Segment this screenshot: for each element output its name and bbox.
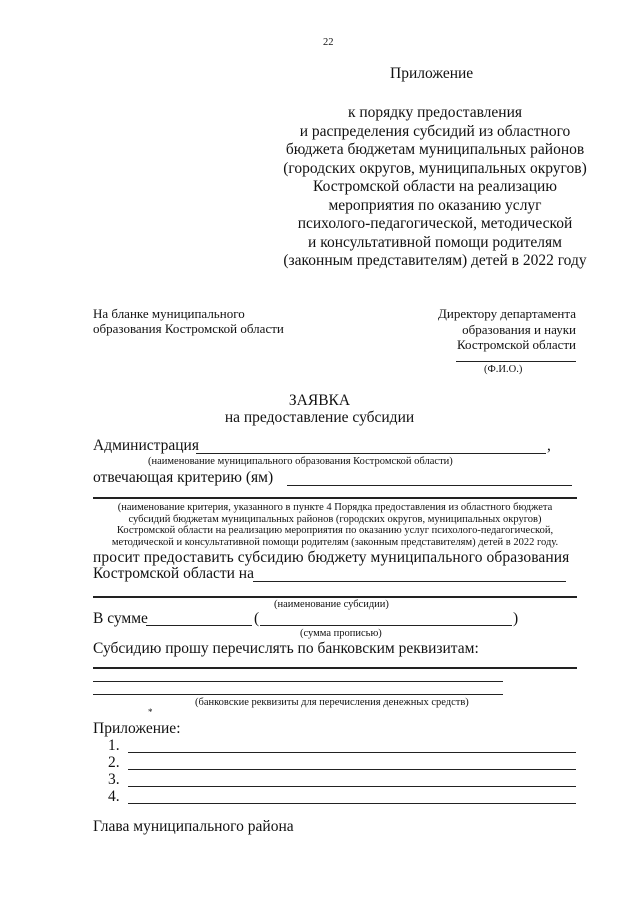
criterion-caption-line: субсидий бюджетам муниципальных районов (городских округов, муниципальных округов) <box>128 513 542 525</box>
criterion-field[interactable] <box>287 485 572 486</box>
sum-label: В сумме <box>93 610 148 627</box>
criterion-caption-line: методической и консультативной помощи родителям (законным представителям) детей в 2022 году. <box>111 536 559 548</box>
request-line-2: Костромской области на <box>93 565 254 582</box>
letterhead-right-line: Костромской области <box>456 337 576 352</box>
bank-field-line-1[interactable] <box>93 667 577 669</box>
letterhead-left-line: На бланке муниципального <box>93 306 245 321</box>
subsidy-caption: (наименование субсидии) <box>274 599 389 610</box>
fio-line[interactable] <box>456 361 576 362</box>
fio-caption: (Ф.И.О.) <box>484 364 523 375</box>
appendix-line: психолого-педагогической, методической <box>297 215 573 232</box>
appendix-item-field[interactable] <box>128 769 576 770</box>
appendix-item-field[interactable] <box>128 786 576 787</box>
appendix-line: мероприятия по оказанию услуг <box>328 196 542 214</box>
sum-close-paren: ) <box>513 610 519 627</box>
sum-words-field[interactable] <box>260 625 512 626</box>
page-number: 22 <box>323 37 334 48</box>
letterhead-left <box>93 306 284 336</box>
bank-label: Субсидию прошу перечислять по банковским реквизитам: <box>93 640 479 657</box>
appendix-line: к порядку предоставления <box>347 104 523 121</box>
bank-caption: (банковские реквизиты для перечисления денежных средств) <box>195 697 469 708</box>
request-line-1: просит предоставить субсидию бюджету муниципального образования <box>93 549 570 566</box>
appendix-item-number: 3. <box>108 771 120 788</box>
appendix-item-number: 1. <box>108 737 120 754</box>
letterhead-right-line: образования и науки <box>462 321 576 337</box>
administration-label: Администрация <box>93 437 199 454</box>
criterion-label: отвечающая критерию (ям) <box>93 469 274 486</box>
head-signature-label: Глава муниципального района <box>93 818 294 835</box>
letterhead-left-line: образования Костромской области <box>93 321 284 336</box>
criterion-caption-line: (наименование критерия, указанного в пункте 4 Порядка предоставления из областного бюджета <box>117 502 553 513</box>
administration-caption: (наименование муниципального образования Костромской области) <box>148 456 453 467</box>
letterhead-right <box>380 306 576 353</box>
appendix-lines <box>260 104 610 271</box>
appendix-line: (городских округов, муниципальных округов) <box>283 159 587 177</box>
criterion-caption <box>85 502 585 548</box>
subsidy-field[interactable] <box>253 581 566 582</box>
bank-field-line-2[interactable] <box>93 681 503 682</box>
appendix-item-number: 2. <box>108 754 120 771</box>
subsidy-field-line-2[interactable] <box>93 596 577 598</box>
appendix-list-label: Приложение: <box>93 720 181 737</box>
request-title: ЗАЯВКА <box>288 392 351 409</box>
administration-comma: , <box>547 437 551 454</box>
appendix-line: Костромской области на реализацию <box>313 178 557 195</box>
appendix-line: и консультативной помощи родителям <box>308 233 562 251</box>
sum-caption: (сумма прописью) <box>300 628 382 639</box>
appendix-item-number: 4. <box>108 788 120 805</box>
appendix-item-field[interactable] <box>128 803 576 804</box>
criterion-field-line-2[interactable] <box>93 497 577 499</box>
sum-digits-field[interactable] <box>146 625 252 626</box>
sum-open-paren: ( <box>254 610 260 627</box>
appendix-item-field[interactable] <box>128 752 576 753</box>
appendix-line: и распределения субсидий из областного <box>299 122 571 140</box>
appendix-title: Приложение <box>390 65 474 82</box>
appendix-line: бюджета бюджетам муниципальных районов <box>285 141 585 158</box>
criterion-caption-line: Костромской области на реализацию мероприятия по оказанию услуг психолого-педагогической, <box>116 525 554 536</box>
administration-field[interactable] <box>196 453 546 454</box>
bank-field-line-3[interactable] <box>93 694 503 695</box>
appendix-line: (законным представителям) детей в 2022 году <box>283 252 587 269</box>
letterhead-right-line: Директору департамента <box>438 306 576 321</box>
request-subtitle: на предоставление субсидии <box>224 409 415 426</box>
asterisk-mark: * <box>148 707 153 717</box>
